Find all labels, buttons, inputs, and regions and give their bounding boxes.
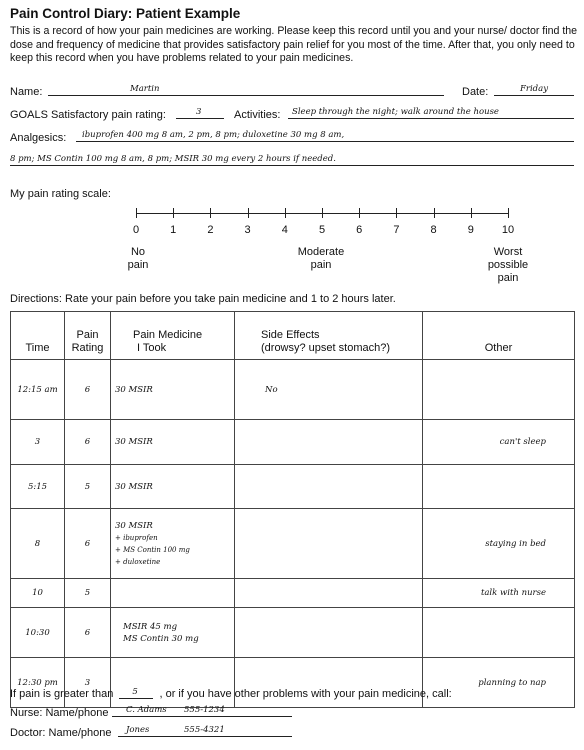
- scale-anchor-high: [478, 246, 538, 285]
- goal-rating-value: 3: [196, 107, 202, 117]
- cell-rating[interactable]: 5: [65, 579, 111, 608]
- cell-other[interactable]: [423, 608, 575, 658]
- cell-time[interactable]: 12:15 am: [11, 360, 65, 420]
- date-value: Friday: [520, 84, 548, 94]
- cell-rating[interactable]: 6: [65, 420, 111, 465]
- cell-side-effects[interactable]: [235, 420, 423, 465]
- table-row: [11, 465, 575, 509]
- cell-other[interactable]: staying in bed: [423, 509, 575, 579]
- analgesics-field-line-2[interactable]: [10, 152, 574, 166]
- scale-tick-label: 3: [244, 224, 251, 236]
- anchor-high-line-3: pain: [497, 272, 519, 284]
- diary-table: [10, 311, 575, 708]
- scale-tick: [248, 208, 249, 218]
- scale-tick-label: 5: [318, 224, 326, 236]
- doctor-field[interactable]: [118, 723, 292, 737]
- header-pain-medicine: Pain Medicine I Took: [111, 312, 235, 360]
- cell-rating[interactable]: 3: [65, 658, 111, 708]
- table-row: [11, 509, 575, 579]
- analgesics-value-line-1: ibuprofen 400 mg 8 am, 2 pm, 8 pm; duloxetine 30 mg 8 am,: [82, 130, 345, 140]
- cell-time[interactable]: 3: [11, 420, 65, 465]
- goal-rating-field[interactable]: [176, 105, 224, 119]
- scale-tick: [210, 208, 211, 218]
- activities-value: Sleep through the night; walk around the house: [292, 107, 499, 117]
- scale-tick-label: 4: [281, 224, 288, 236]
- page-title: Pain Control Diary: Patient Example: [10, 6, 241, 21]
- table-row: [11, 420, 575, 465]
- doctor-phone: 555-4321: [184, 725, 225, 735]
- nurse-field[interactable]: [112, 703, 292, 717]
- table-row: [11, 608, 575, 658]
- scale-tick-label: 2: [207, 224, 214, 236]
- anchor-mid-line-1: Moderate: [297, 246, 345, 258]
- cell-other[interactable]: can't sleep: [423, 420, 575, 465]
- name-field[interactable]: [48, 82, 444, 96]
- cell-side-effects[interactable]: [235, 465, 423, 509]
- intro-paragraph: This is a record of how your pain medicines are working. Please keep this record until you and your nurse/ doctor find the dose and frequency of medicine that provides satisfactory pain relief for you most of the time. After that, you only need to keep this record when you have problems related to your pain medicines.: [10, 25, 578, 64]
- cell-side-effects[interactable]: [235, 658, 423, 708]
- scale-tick: [471, 208, 472, 218]
- nurse-phone: 555-1234: [184, 705, 225, 715]
- scale-tick-label: 8: [430, 224, 437, 236]
- threshold-row: [10, 687, 452, 700]
- date-label: Date:: [462, 86, 489, 98]
- scale-anchor-mid: [286, 246, 356, 272]
- scale-tick: [396, 208, 397, 218]
- directions-text: Directions: Rate your pain before you take pain medicine and 1 to 2 hours later.: [10, 293, 396, 305]
- cell-other[interactable]: planning to nap: [423, 658, 575, 708]
- cell-rating[interactable]: 6: [65, 608, 111, 658]
- header-pain-rating: Pain Rating: [65, 312, 111, 360]
- table-row: [11, 579, 575, 608]
- analgesics-field-line-1[interactable]: [76, 128, 574, 142]
- cell-medicine[interactable]: 30 MSIR: [111, 360, 235, 420]
- activities-label: Activities:: [234, 109, 281, 121]
- scale-tick: [322, 208, 323, 218]
- cell-medicine[interactable]: 30 MSIR + ibuprofen + MS Contin 100 mg + duloxetine: [111, 509, 235, 579]
- cell-side-effects[interactable]: [235, 509, 423, 579]
- cell-time[interactable]: 5:15: [11, 465, 65, 509]
- anchor-high-line-2: possible: [487, 259, 529, 271]
- scale-tick: [508, 208, 509, 218]
- nurse-label: Nurse: Name/phone: [10, 707, 109, 719]
- activities-field[interactable]: [288, 105, 574, 119]
- name-value: Martin: [130, 84, 160, 94]
- table-row: [11, 658, 575, 708]
- analgesics-value-line-2: 8 pm; MS Contin 100 mg 8 am, 8 pm; MSIR 30 mg every 2 hours if needed.: [10, 154, 336, 164]
- threshold-prefix: If pain is greater than: [10, 688, 114, 700]
- scale-tick-label: 9: [467, 224, 474, 236]
- scale-tick: [285, 208, 286, 218]
- cell-other[interactable]: [423, 360, 575, 420]
- cell-side-effects[interactable]: [235, 579, 423, 608]
- name-label: Name:: [10, 86, 43, 98]
- nurse-name: C. Adams: [126, 705, 167, 715]
- cell-time[interactable]: 10:30: [11, 608, 65, 658]
- cell-medicine[interactable]: [111, 658, 235, 708]
- cell-rating[interactable]: 6: [65, 360, 111, 420]
- scale-label: My pain rating scale:: [10, 188, 111, 200]
- cell-rating[interactable]: 5: [65, 465, 111, 509]
- cell-time[interactable]: 12:30 pm: [11, 658, 65, 708]
- table-row: [11, 360, 575, 420]
- doctor-label: Doctor: Name/phone: [10, 727, 112, 739]
- scale-tick-label: 6: [356, 224, 363, 236]
- scale-tick-label: 7: [393, 224, 400, 236]
- scale-anchor-low: [118, 246, 158, 272]
- cell-medicine[interactable]: MSIR 45 mg MS Contin 30 mg: [111, 608, 235, 658]
- cell-side-effects[interactable]: [235, 608, 423, 658]
- scale-tick: [136, 208, 137, 218]
- cell-other[interactable]: [423, 465, 575, 509]
- cell-time[interactable]: 8: [11, 509, 65, 579]
- doctor-name: Jones: [126, 725, 150, 735]
- anchor-mid-line-2: pain: [310, 259, 332, 271]
- scale-tick-label: 0: [132, 224, 140, 236]
- anchor-low-line-1: No: [130, 246, 146, 258]
- scale-tick: [434, 208, 435, 218]
- threshold-suffix: , or if you have other problems with your pain medicine, call:: [159, 688, 452, 700]
- cell-time[interactable]: 10: [11, 579, 65, 608]
- table-header-row: [11, 312, 575, 360]
- anchor-low-line-2: pain: [127, 259, 149, 271]
- threshold-value: 5: [132, 687, 138, 697]
- cell-rating[interactable]: 6: [65, 509, 111, 579]
- threshold-field[interactable]: [119, 687, 153, 699]
- scale-tick-label: 1: [170, 224, 177, 236]
- scale-tick: [359, 208, 360, 218]
- date-field[interactable]: [494, 82, 574, 96]
- scale-tick-label: 10: [501, 224, 515, 236]
- header-time: Time: [11, 312, 65, 360]
- cell-medicine[interactable]: 30 MSIR: [111, 420, 235, 465]
- analgesics-label: Analgesics:: [10, 132, 67, 144]
- scale-tick: [173, 208, 174, 218]
- cell-other[interactable]: talk with nurse: [423, 579, 575, 608]
- cell-medicine[interactable]: 30 MSIR: [111, 465, 235, 509]
- cell-medicine[interactable]: [111, 579, 235, 608]
- header-side-effects: Side Effects (drowsy? upset stomach?): [235, 312, 423, 360]
- header-other: Other: [423, 312, 575, 360]
- goals-label: GOALS Satisfactory pain rating:: [10, 109, 166, 121]
- anchor-high-line-1: Worst: [493, 246, 523, 258]
- cell-side-effects[interactable]: No: [235, 360, 423, 420]
